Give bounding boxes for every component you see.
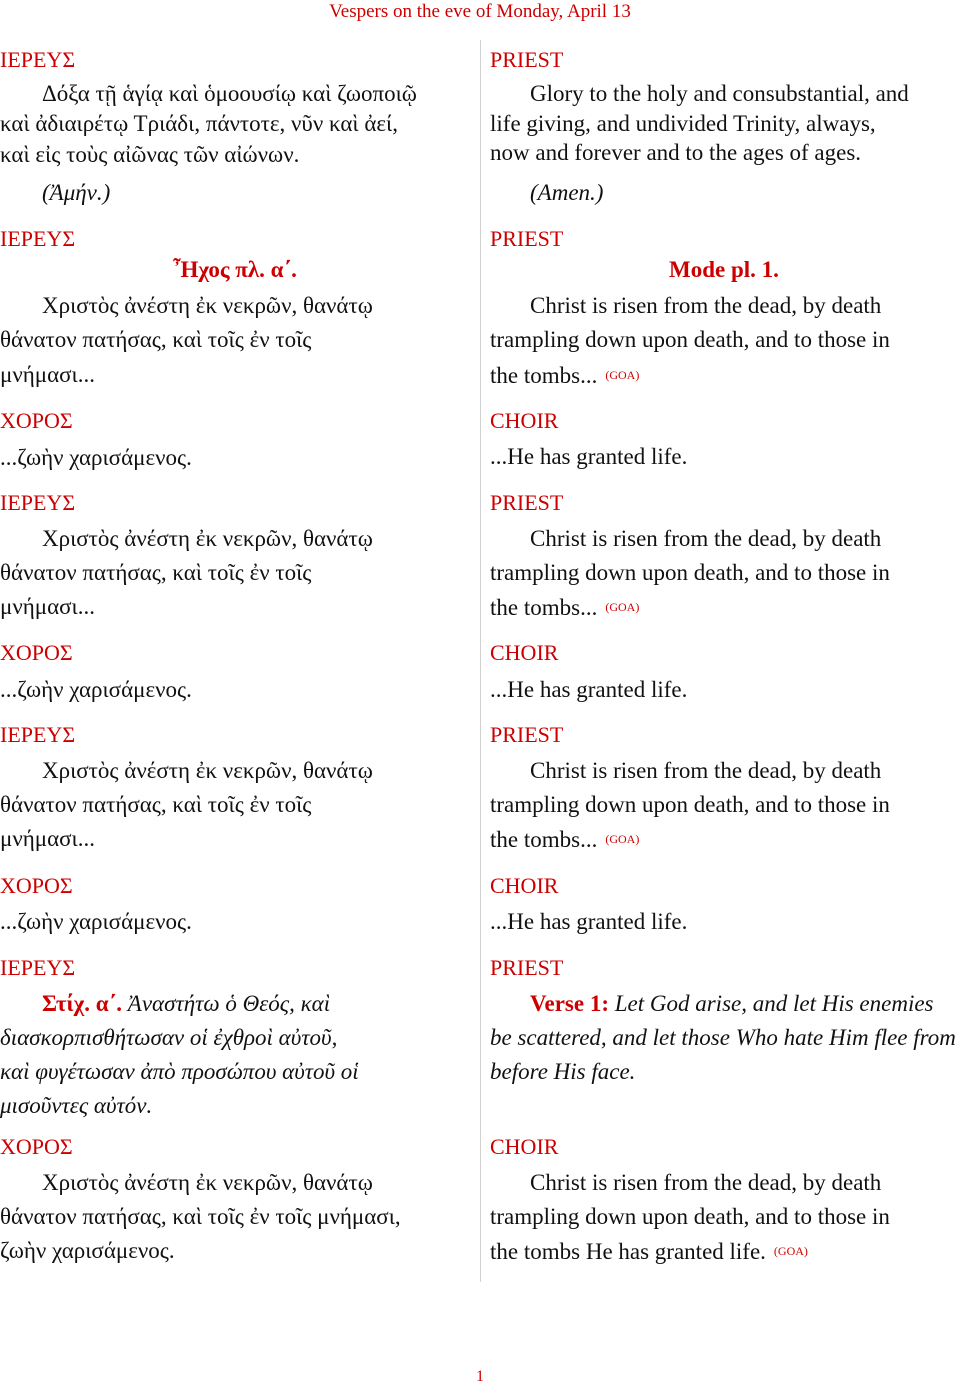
greek-text-line: Χριστὸς ἀνέστη ἐκ νεκρῶν, θανάτῳ bbox=[42, 293, 373, 318]
greek-text-line: ...ζωὴν χαρισάμενος. bbox=[0, 677, 192, 702]
english-text: the tombs He has granted life. bbox=[490, 1239, 766, 1264]
greek-text-line: διασκορπισθήτωσαν οἱ ἐχθροὶ αὐτοῦ, bbox=[0, 1025, 338, 1050]
source-tag: (GOA) bbox=[605, 368, 640, 382]
english-text-line: ...He has granted life. bbox=[490, 444, 688, 469]
english-text-line: trampling down upon death, and to those in bbox=[490, 327, 890, 352]
verse-label: Verse 1: bbox=[530, 991, 609, 1016]
greek-text-line: καὶ εἰς τοὺς αἰῶνας τῶν αἰώνων. bbox=[0, 142, 300, 167]
greek-text-line: ζωὴν χαρισάμενος. bbox=[0, 1238, 175, 1263]
speaker-label: PRIEST bbox=[490, 226, 564, 251]
english-text-line: now and forever and to the ages of ages. bbox=[490, 140, 862, 165]
column-divider bbox=[480, 40, 481, 1282]
english-text-line: Christ is risen from the dead, by death bbox=[530, 1170, 882, 1195]
greek-text-line: Χριστὸς ἀνέστη ἐκ νεκρῶν, θανάτῳ bbox=[42, 758, 373, 783]
verse-line bbox=[42, 987, 468, 1021]
response-line: (Ἀμήν.) bbox=[42, 180, 111, 205]
english-text-line: life giving, and undivided Trinity, always, bbox=[490, 111, 876, 136]
english-text-line: trampling down upon death, and to those in bbox=[490, 1204, 890, 1229]
english-text-line: Christ is risen from the dead, by death bbox=[530, 293, 882, 318]
english-text: the tombs... bbox=[490, 595, 598, 620]
speaker-label: PRIEST bbox=[490, 955, 564, 980]
speaker-label: ΙΕΡΕΥΣ bbox=[0, 47, 76, 72]
english-text-line: trampling down upon death, and to those in bbox=[490, 792, 890, 817]
speaker-label: PRIEST bbox=[490, 490, 564, 515]
verse-label: Στίχ. α΄. bbox=[42, 991, 123, 1016]
verse-line bbox=[530, 987, 956, 1021]
english-text-line bbox=[490, 822, 956, 856]
greek-text-line: μνήμασι... bbox=[0, 594, 95, 619]
tone-heading: Mode pl. 1. bbox=[669, 257, 779, 282]
english-text: the tombs... bbox=[490, 363, 598, 388]
english-text-line bbox=[490, 358, 956, 392]
page-number: 1 bbox=[476, 1368, 484, 1385]
speaker-label: ΙΕΡΕΥΣ bbox=[0, 226, 76, 251]
greek-text-line: μνήμασι... bbox=[0, 826, 95, 851]
speaker-label: ΙΕΡΕΥΣ bbox=[0, 955, 76, 980]
speaker-label: CHOIR bbox=[490, 640, 559, 665]
english-text-line bbox=[490, 1234, 956, 1268]
greek-text-line: ...ζωὴν χαρισάμενος. bbox=[0, 909, 192, 934]
greek-text-line: Ἀναστήτω ὁ Θεός, καὶ bbox=[127, 991, 331, 1016]
speaker-label: PRIEST bbox=[490, 47, 564, 72]
greek-text-line: Χριστὸς ἀνέστη ἐκ νεκρῶν, θανάτῳ bbox=[42, 1170, 373, 1195]
english-text-line: be scattered, and let those Who hate Him flee from bbox=[490, 1025, 956, 1050]
greek-text-line: θάνατον πατήσας, καὶ τοῖς ἐν τοῖς bbox=[0, 560, 312, 585]
greek-text-line: Χριστὸς ἀνέστη ἐκ νεκρῶν, θανάτῳ bbox=[42, 526, 373, 551]
running-header: Vespers on the eve of Monday, April 13 bbox=[329, 1, 631, 22]
greek-text-line: ...ζωὴν χαρισάμενος. bbox=[0, 445, 192, 470]
greek-text-line: καὶ ἀδιαιρέτῳ Τριάδι, πάντοτε, νῦν καὶ ἀεί, bbox=[0, 111, 398, 136]
english-text-line: Christ is risen from the dead, by death bbox=[530, 526, 882, 551]
english-column bbox=[490, 0, 958, 1300]
greek-text-line: μισοῦντες αὐτόν. bbox=[0, 1093, 153, 1118]
speaker-label: CHOIR bbox=[490, 1134, 559, 1159]
english-text-line: ...He has granted life. bbox=[490, 909, 688, 934]
greek-text-line: θάνατον πατήσας, καὶ τοῖς ἐν τοῖς bbox=[0, 792, 312, 817]
speaker-label: CHOIR bbox=[490, 873, 559, 898]
speaker-label: ΧΟΡΟΣ bbox=[0, 1134, 73, 1159]
speaker-label: PRIEST bbox=[490, 722, 564, 747]
greek-text-line: καὶ φυγέτωσαν ἀπὸ προσώπου αὐτοῦ οἱ bbox=[0, 1059, 359, 1084]
greek-text-line: Δόξα τῇ ἁγίᾳ καὶ ὁμοουσίῳ καὶ ζωοποιῷ bbox=[42, 81, 417, 106]
english-text-line: Christ is risen from the dead, by death bbox=[530, 758, 882, 783]
greek-text-line: μνήμασι... bbox=[0, 362, 95, 387]
source-tag: (GOA) bbox=[605, 832, 640, 846]
speaker-label: ΧΟΡΟΣ bbox=[0, 873, 73, 898]
response-line: (Amen.) bbox=[530, 180, 604, 205]
english-text-line: Glory to the holy and consubstantial, and bbox=[530, 81, 909, 106]
greek-text-line: θάνατον πατήσας, καὶ τοῖς ἐν τοῖς μνήμασι, bbox=[0, 1204, 401, 1229]
greek-text-line: θάνατον πατήσας, καὶ τοῖς ἐν τοῖς bbox=[0, 327, 312, 352]
english-text: the tombs... bbox=[490, 827, 598, 852]
source-tag: (GOA) bbox=[773, 1244, 808, 1258]
english-text-line: trampling down upon death, and to those in bbox=[490, 560, 890, 585]
greek-column bbox=[0, 0, 470, 1300]
speaker-label: ΙΕΡΕΥΣ bbox=[0, 722, 76, 747]
english-text: Let God arise, and let His enemies bbox=[614, 991, 934, 1016]
english-text-line: before His face. bbox=[490, 1059, 636, 1084]
speaker-label: ΧΟΡΟΣ bbox=[0, 408, 73, 433]
speaker-label: CHOIR bbox=[490, 408, 559, 433]
english-text-line bbox=[490, 590, 956, 624]
tone-heading: Ἦχος πλ. α΄. bbox=[173, 257, 297, 282]
speaker-label: ΙΕΡΕΥΣ bbox=[0, 490, 76, 515]
source-tag: (GOA) bbox=[605, 600, 640, 614]
speaker-label: ΧΟΡΟΣ bbox=[0, 640, 73, 665]
english-text-line: ...He has granted life. bbox=[490, 677, 688, 702]
